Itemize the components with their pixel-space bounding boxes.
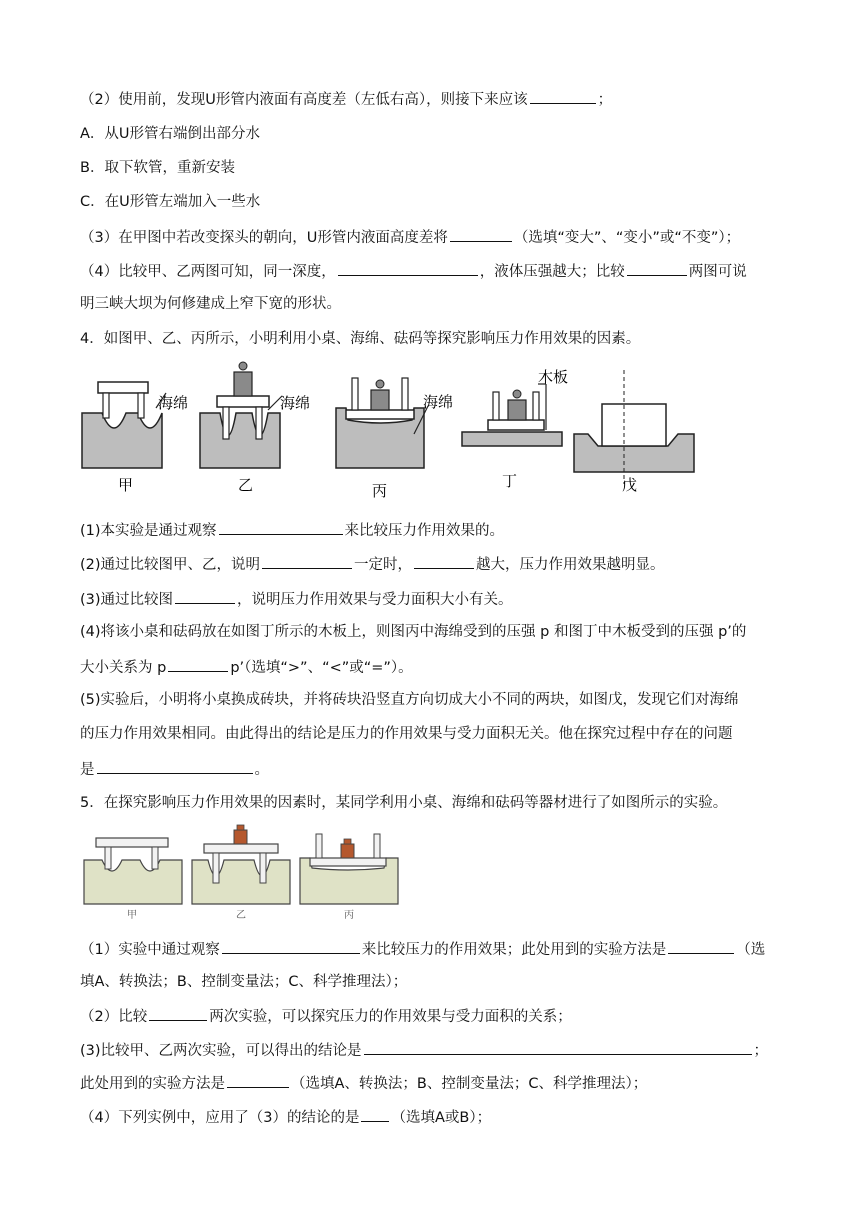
answer-blank[interactable] — [530, 88, 596, 104]
answer-blank[interactable] — [227, 1072, 289, 1088]
q4-part4-cont: 大小关系为 p p’（选填“>”、“<”或“=”）。 — [80, 656, 413, 678]
answer-blank[interactable] — [97, 758, 253, 774]
q4-part3: (3)通过比较图 ，说明压力作用效果与受力面积大小有关。 — [80, 588, 513, 610]
q3-option-c: C．在U形管左端加入一些水 — [80, 194, 261, 210]
answer-blank[interactable] — [222, 938, 360, 954]
caption-jia: 甲 — [118, 476, 134, 494]
figure-yi — [200, 362, 310, 494]
label-sponge: 海绵 — [280, 394, 311, 412]
answer-blank[interactable] — [168, 656, 228, 672]
caption5-jia: 甲 — [127, 910, 137, 921]
caption-bing: 丙 — [372, 482, 388, 498]
answer-blank[interactable] — [175, 588, 235, 604]
figure-jia — [82, 382, 188, 494]
answer-blank[interactable] — [668, 938, 734, 954]
q5-part1: （1）实验中通过观察 来比较压力的作用效果；此处用到的实验方法是 （选 — [80, 938, 765, 960]
label-sponge: 海绵 — [158, 394, 189, 412]
label-sponge: 海绵 — [423, 393, 454, 411]
label-board: 木板 — [538, 368, 569, 386]
q4-part4: (4)将该小桌和砝码放在如图丁所示的木板上，则图丙中海绵受到的压强 p 和图丁中木板受到的压强 p’的 — [80, 624, 747, 640]
figure5-jia — [84, 838, 182, 921]
q3-part2: （2）使用前，发现U形管内液面有高度差（左低右高），则接下来应该 ； — [80, 88, 612, 110]
answer-blank[interactable] — [262, 553, 352, 569]
q4-figure — [80, 358, 700, 498]
caption-wu: 戊 — [622, 476, 638, 494]
q5-stem: 5．在探究影响压力作用效果的因素时，某同学利用小桌、海绵和砝码等器材进行了如图所示的实验。 — [80, 795, 728, 811]
figure5-bing — [300, 834, 398, 921]
q4-part5-cont2: 是 。 — [80, 758, 269, 780]
figure-wu — [574, 370, 694, 494]
answer-blank[interactable] — [149, 1005, 207, 1021]
q3-option-b: B．取下软管，重新安装 — [80, 160, 235, 176]
q4-part1: (1)本实验是通过观察 来比较压力作用效果的。 — [80, 519, 504, 541]
caption5-yi: 乙 — [236, 910, 246, 921]
caption-ding: 丁 — [502, 472, 518, 490]
q3-part3: （3）在甲图中若改变探头的朝向，U形管内液面高度差将 （选填“变大”、“变小”或“不变”）； — [80, 226, 740, 248]
q5-part2: （2）比较 两次实验，可以探究压力的作用效果与受力面积的关系； — [80, 1005, 572, 1027]
figure-bing — [336, 378, 453, 498]
answer-blank[interactable] — [338, 260, 478, 276]
figure-ding — [462, 368, 568, 490]
figure5-yi — [192, 825, 290, 921]
q4-part2: (2)通过比较图甲、乙，说明 一定时， 越大，压力作用效果越明显。 — [80, 553, 665, 575]
q4-part5: (5)实验后，小明将小桌换成砖块，并将砖块沿竖直方向切成大小不同的两块，如图戊，发现它们对海绵 — [80, 692, 739, 708]
answer-blank[interactable] — [361, 1106, 389, 1122]
q4-part5-cont: 的压力作用效果相同。由此得出的结论是压力的作用效果与受力面积无关。他在探究过程中存在的问题 — [80, 726, 733, 742]
q5-part3: (3)比较甲、乙两次实验，可以得出的结论是 ； — [80, 1039, 768, 1061]
q3-part4-cont: 明三峡大坝为何修建成上窄下宽的形状。 — [80, 296, 341, 312]
q4-stem: 4．如图甲、乙、丙所示，小明利用小桌、海绵、砝码等探究影响压力作用效果的因素。 — [80, 331, 641, 347]
q5-part1-cont: 填A、转换法；B、控制变量法；C、科学推理法）； — [80, 974, 408, 990]
answer-blank[interactable] — [219, 519, 343, 535]
q5-figure — [82, 818, 412, 926]
answer-blank[interactable] — [627, 260, 687, 276]
caption5-bing: 丙 — [344, 910, 354, 921]
caption-yi: 乙 — [238, 476, 254, 494]
q3-part4: （4）比较甲、乙两图可知，同一深度， ，液体压强越大；比较 两图可说 — [80, 260, 747, 282]
q5-part4: （4）下列实例中，应用了（3）的结论的是 （选填A或B）； — [80, 1106, 491, 1128]
q5-part3-cont: 此处用到的实验方法是 （选填A、转换法；B、控制变量法；C、科学推理法）； — [80, 1072, 647, 1094]
answer-blank[interactable] — [414, 553, 474, 569]
q3-option-a: A．从U形管右端倒出部分水 — [80, 126, 261, 142]
answer-blank[interactable] — [364, 1039, 752, 1055]
answer-blank[interactable] — [450, 226, 512, 242]
